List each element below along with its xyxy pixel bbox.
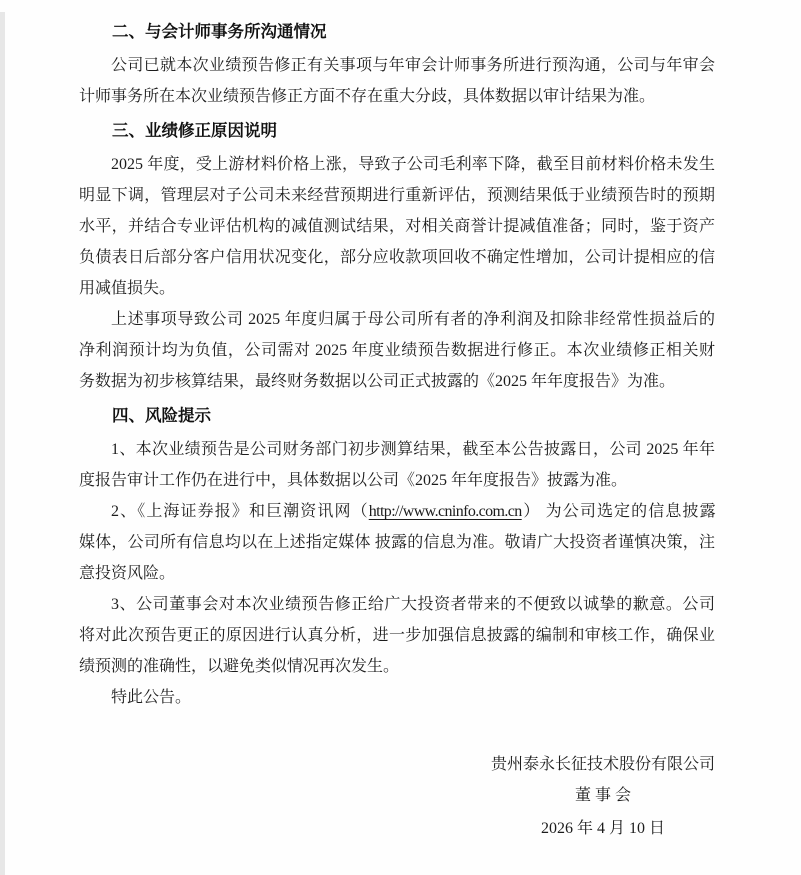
paragraph-line: 公司已就本次业绩预告修正有关事项与年审会计师事务所进行预沟通，公司与年审会: [111, 57, 715, 74]
paragraph-line: 负债表日后部分客户信用状况变化，部分应收款项回收不确定性增加，公司计提相应的信: [79, 249, 715, 266]
section-heading-revision-reason: 三、业绩修正原因说明: [112, 122, 277, 140]
paragraph-line: 上述事项导致公司 2025 年度归属于母公司所有者的净利润及扣除非经常性损益后的: [111, 311, 715, 328]
paragraph-line: 绩预测的准确性，以避免类似情况再次发生。: [79, 658, 400, 675]
paragraph-line: 1、本次业绩预告是公司财务部门初步测算结果，截至本公告披露日，公司 2025 年年: [111, 441, 715, 458]
paragraph-line: 2025 年度，受上游材料价格上涨，导致子公司毛利率下降，截至目前材料价格未发生: [111, 156, 715, 173]
paragraph-line: 用减值损失。: [79, 280, 176, 297]
paragraph-line: 将对此次预告更正的原因进行认真分析，进一步加强信息披露的编制和审核工作，确保业: [79, 627, 715, 644]
paragraph-line: 意投资风险。: [79, 565, 176, 582]
section-heading-risk-notice: 四、风险提示: [112, 407, 211, 425]
cninfo-link[interactable]: http://www.cninfo.com.cn: [368, 503, 522, 520]
paragraph-line: 水平，并结合专业评估机构的减值测试结果，对相关商誉计提减值准备；同时，鉴于资产: [79, 218, 715, 235]
paragraph-line: 度报告审计工作仍在进行中，具体数据以公司《2025 年年度报告》披露为准。: [79, 472, 628, 489]
signature-company: 贵州泰永长征技术股份有限公司: [490, 756, 715, 773]
paragraph-line: 净利润预计均为负值，公司需对 2025 年度业绩预告数据进行修正。本次业绩修正相关财: [79, 342, 715, 359]
paragraph-line: [79, 496, 715, 527]
paragraph-line: 3、公司董事会对本次业绩预告修正给广大投资者带来的不便致以诚挚的歉意。公司: [111, 596, 715, 613]
paragraph-line: 务数据为初步核算结果，最终财务数据以公司正式披露的《2025 年年度报告》为准。: [79, 373, 676, 390]
paragraph-line: 特此公告。: [111, 689, 192, 706]
paragraph-line: 计师事务所在本次业绩预告修正方面不存在重大分歧，具体数据以审计结果为准。: [79, 88, 656, 105]
section-heading-auditor-communication: 二、与会计师事务所沟通情况: [112, 23, 327, 41]
signature-board: 董 事 会: [574, 787, 631, 804]
line-text: 2、《上海证券报》和巨潮资讯网（: [111, 503, 369, 520]
line-text: ） 为公司选定的信息披露: [521, 503, 715, 520]
paragraph-line: 媒体，公司所有信息均以在上述指定媒体 披露的信息为准。敬请广大投资者谨慎决策，注: [79, 534, 715, 551]
signature-date: 2026 年 4 月 10 日: [540, 820, 665, 837]
signature-block: [491, 749, 715, 844]
paragraph-line: 明显下调，管理层对子公司未来经营预期进行重新评估，预测结果低于业绩预告时的预期: [79, 187, 715, 204]
